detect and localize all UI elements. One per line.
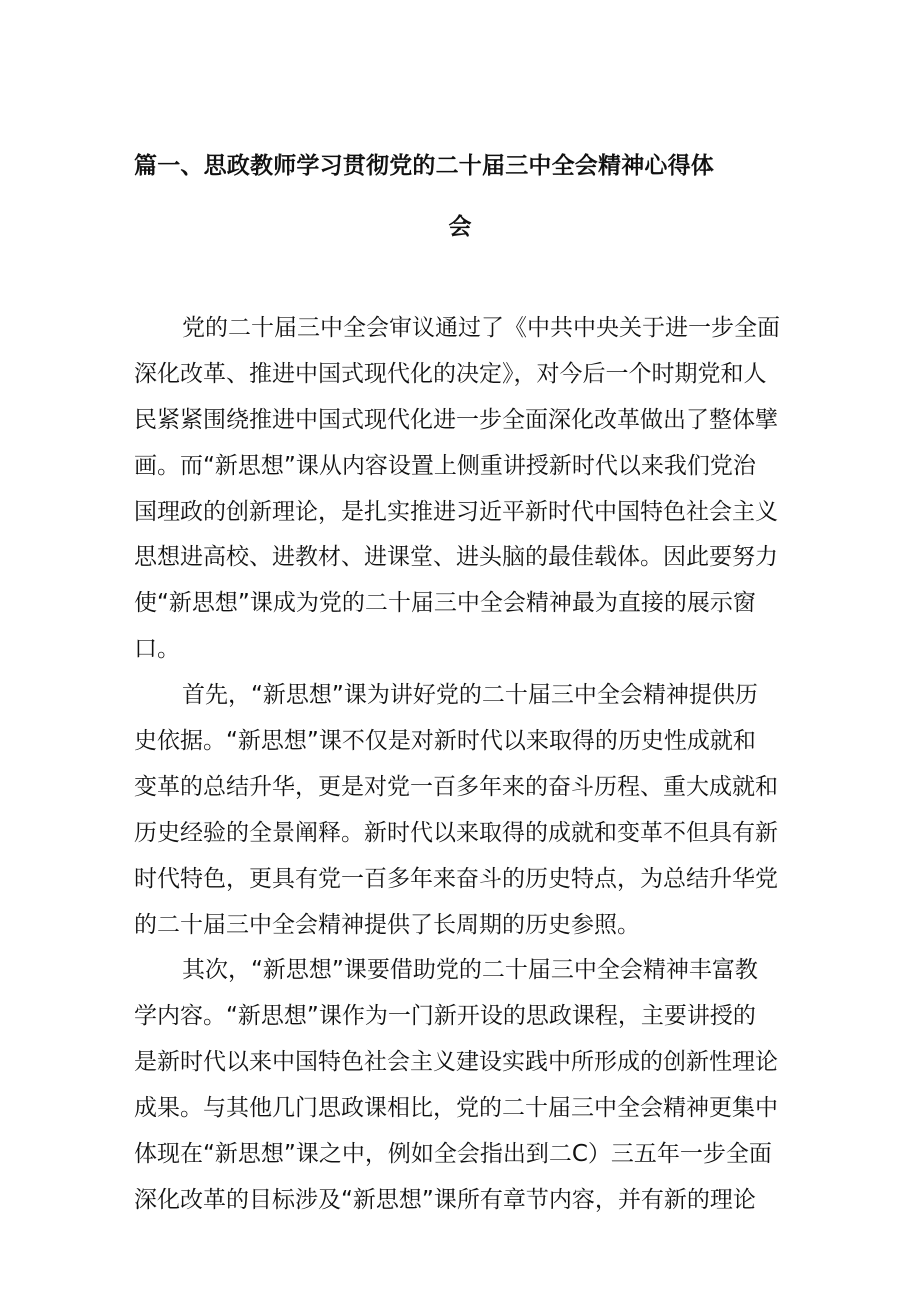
paragraph-line: 首先，“新思想”课为讲好党的二十届三中全会精神提供历 [182,682,758,709]
paragraph-line: 画。而“新思想”课从内容设置上侧重讲授新时代以来我们党治 [134,452,756,479]
document-body [134,306,794,1224]
paragraph-line: 党的二十届三中全会审议通过了《中共中央关于进一步全面 [182,315,780,341]
paragraph-line: 历史经验的全景阐释。新时代以来取得的成就和变革不但具有新 [134,819,778,846]
paragraph-line: 其次，“新思想”课要借助党的二十届三中全会精神丰富教 [182,957,758,984]
document-title-continuation: 会 [448,214,472,240]
paragraph-line: 体现在“新思想”课之中，例如全会指出到二C）三五年一步全面 [134,1141,772,1168]
paragraph-line: 民紧紧围绕推进中国式现代化进一步全面深化改革做出了整体擘 [134,406,778,433]
paragraph-line: 深化改革的目标涉及“新思想”课所有章节内容，并有新的理论 [134,1186,756,1213]
paragraph-line: 学内容。“新思想”课作为一门新开设的思政课程，主要讲授的 [134,1003,756,1030]
paragraph-line: 时代特色，更具有党一百多年来奋斗的历史特点，为总结升华党 [134,865,778,892]
document-title: 篇一、思政教师学习贯彻党的二十届三中全会精神心得体 [134,153,714,179]
paragraph-line: 思想进高校、进教材、进课堂、进头脑的最佳载体。因此要努力 [134,544,778,571]
paragraph-line: 口。 [134,636,180,663]
paragraph-line: 国理政的创新理论，是扎实推进习近平新时代中国特色社会主义 [134,498,778,525]
paragraph-line: 史依据。“新思想”课不仅是对新时代以来取得的历史性成就和 [134,728,756,755]
paragraph-line: 成果。与其他几门思政课相比，党的二十届三中全会精神更集中 [134,1095,778,1122]
paragraph-line: 深化改革、推进中国式现代化的决定》，对今后一个时期党和人 [134,360,767,387]
paragraph-line: 变革的总结升华，更是对党一百多年来的奋斗历程、重大成就和 [134,773,778,800]
paragraph-line: 是新时代以来中国特色社会主义建设实践中所形成的创新性理论 [134,1049,778,1076]
paragraph-line: 的二十届三中全会精神提供了长周期的历史参照。 [134,911,640,938]
paragraph-line: 使“新思想”课成为党的二十届三中全会精神最为直接的展示窗 [134,590,756,617]
